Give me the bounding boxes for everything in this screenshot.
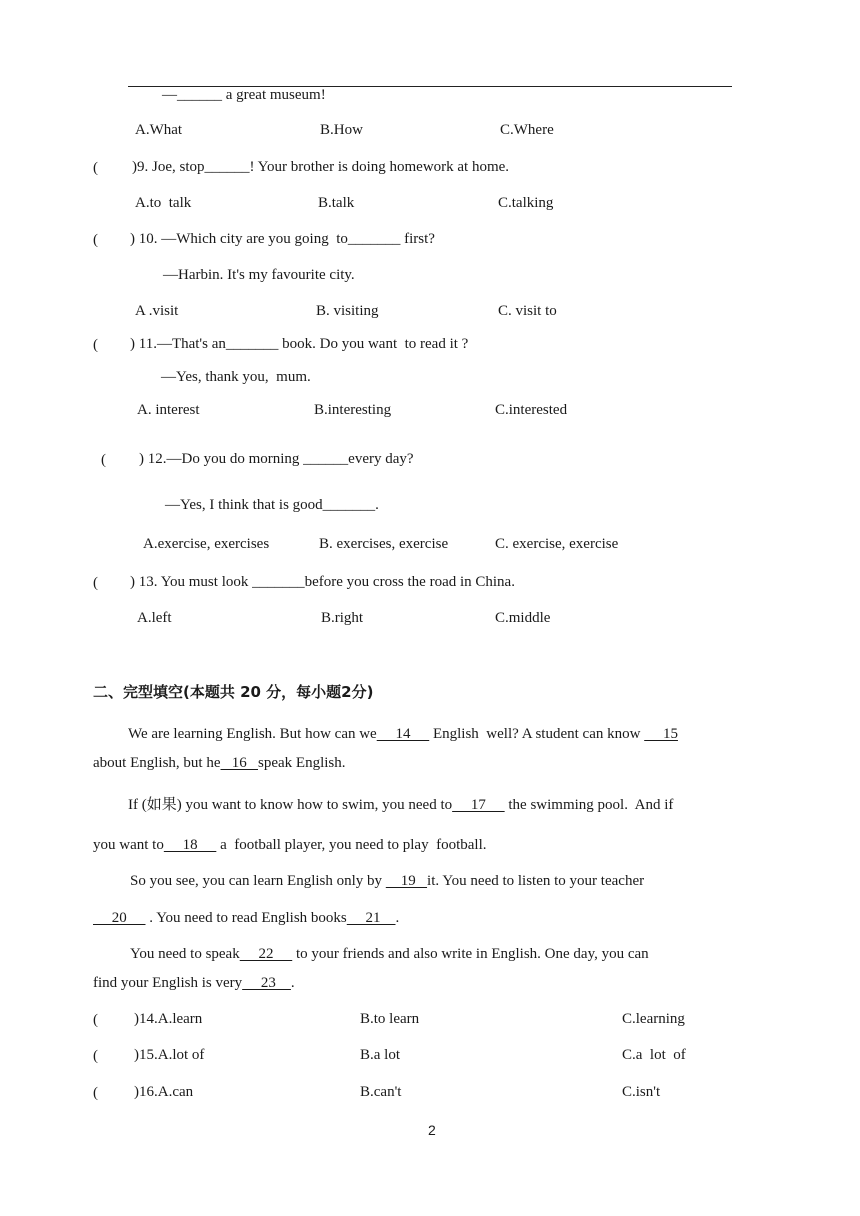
q11-stem: ) 11.—That's an_______ book. Do you want to read it ? [130, 336, 469, 352]
q13-stem: ) 13. You must look _______before you cross the road in China. [130, 574, 515, 590]
q14-option-c: C.learning [622, 1011, 685, 1027]
q12-paren[interactable]: ( [101, 452, 106, 468]
blank-14[interactable]: 14 [376, 726, 430, 742]
blank-15[interactable]: 15 [644, 726, 678, 742]
q14-option-b: B.to learn [360, 1011, 420, 1027]
passage-line-4: you want to 18 a football player, you need to play football. [93, 837, 487, 853]
passage-line-3: If (如果) you want to know how to swim, you need to 17 the swimming pool. And if [128, 797, 674, 813]
q13-option-a: A.left [137, 610, 172, 626]
blank-16[interactable]: 16 [220, 755, 258, 771]
q15-paren[interactable]: ( [93, 1048, 98, 1064]
q11-option-a: A. interest [137, 402, 200, 418]
blank-23[interactable]: 23 [242, 975, 291, 991]
passage-line-2: about English, but he 16 speak English. [93, 755, 346, 771]
q11-option-b: B.interesting [314, 402, 392, 418]
q10-paren[interactable]: ( [93, 232, 98, 248]
passage-line-5: So you see, you can learn English only by 19 it. You need to listen to your teacher [130, 873, 645, 889]
q14-stem: )14.A.learn [134, 1011, 203, 1027]
q13-option-c: C.middle [495, 610, 551, 626]
q12-option-a: A.exercise, exercises [143, 536, 270, 552]
q12-stem: ) 12.—Do you do morning ______every day? [139, 451, 414, 467]
section-title: 二、完型填空(本题共 20 分，每小题2分) [93, 683, 374, 701]
q12-answer: —Yes, I think that is good_______. [165, 497, 379, 513]
passage-line-7: You need to speak 22 to your friends and also write in English. One day, you can [130, 946, 649, 962]
passage-line-8: find your English is very 23 . [93, 975, 295, 991]
q14-paren[interactable]: ( [93, 1012, 98, 1028]
q8-option-b: B.How [320, 122, 363, 138]
blank-20[interactable]: 20 [93, 910, 146, 926]
q9-option-c: C.talking [498, 195, 554, 211]
q10-option-c: C. visit to [498, 303, 557, 319]
q16-stem: )16.A.can [134, 1084, 194, 1100]
q13-option-b: B.right [321, 610, 364, 626]
blank-22[interactable]: 22 [239, 946, 293, 962]
q12-option-c: C. exercise, exercise [495, 536, 619, 552]
q8-option-c: C.Where [500, 122, 554, 138]
q11-paren[interactable]: ( [93, 337, 98, 353]
q10-option-b: B. visiting [316, 303, 379, 319]
blank-21[interactable]: 21 [346, 910, 396, 926]
passage-line-1: We are learning English. But how can we 14 English well? A student can know 15 [128, 726, 678, 742]
q9-option-b: B.talk [318, 195, 355, 211]
q9-option-a: A.to talk [135, 195, 192, 211]
q8-stem-tail: —______ a great museum! [162, 87, 326, 103]
q12-option-b: B. exercises, exercise [319, 536, 449, 552]
page-number: 2 [428, 1122, 436, 1138]
q9-stem: )9. Joe, stop______! Your brother is doing homework at home. [132, 159, 510, 175]
q15-stem: )15.A.lot of [134, 1047, 205, 1063]
passage-line-6: 20 . You need to read English books 21 . [93, 910, 400, 926]
q16-option-b: B.can't [360, 1084, 402, 1100]
q8-option-a: A.What [135, 122, 183, 138]
blank-17[interactable]: 17 [452, 797, 505, 813]
q9-paren[interactable]: ( [93, 160, 98, 176]
q15-option-b: B.a lot [360, 1047, 400, 1063]
blank-19[interactable]: 19 [385, 873, 428, 889]
q10-option-a: A .visit [135, 303, 179, 319]
q10-answer: —Harbin. It's my favourite city. [163, 267, 355, 283]
q11-answer: —Yes, thank you, mum. [161, 369, 311, 385]
q15-option-c: C.a lot of [622, 1047, 686, 1063]
blank-18[interactable]: 18 [163, 837, 217, 853]
q13-paren[interactable]: ( [93, 575, 98, 591]
q10-stem: ) 10. —Which city are you going to_______ first? [130, 231, 435, 247]
q11-option-c: C.interested [495, 402, 568, 418]
q16-option-c: C.isn't [622, 1084, 661, 1100]
q16-paren[interactable]: ( [93, 1085, 98, 1101]
